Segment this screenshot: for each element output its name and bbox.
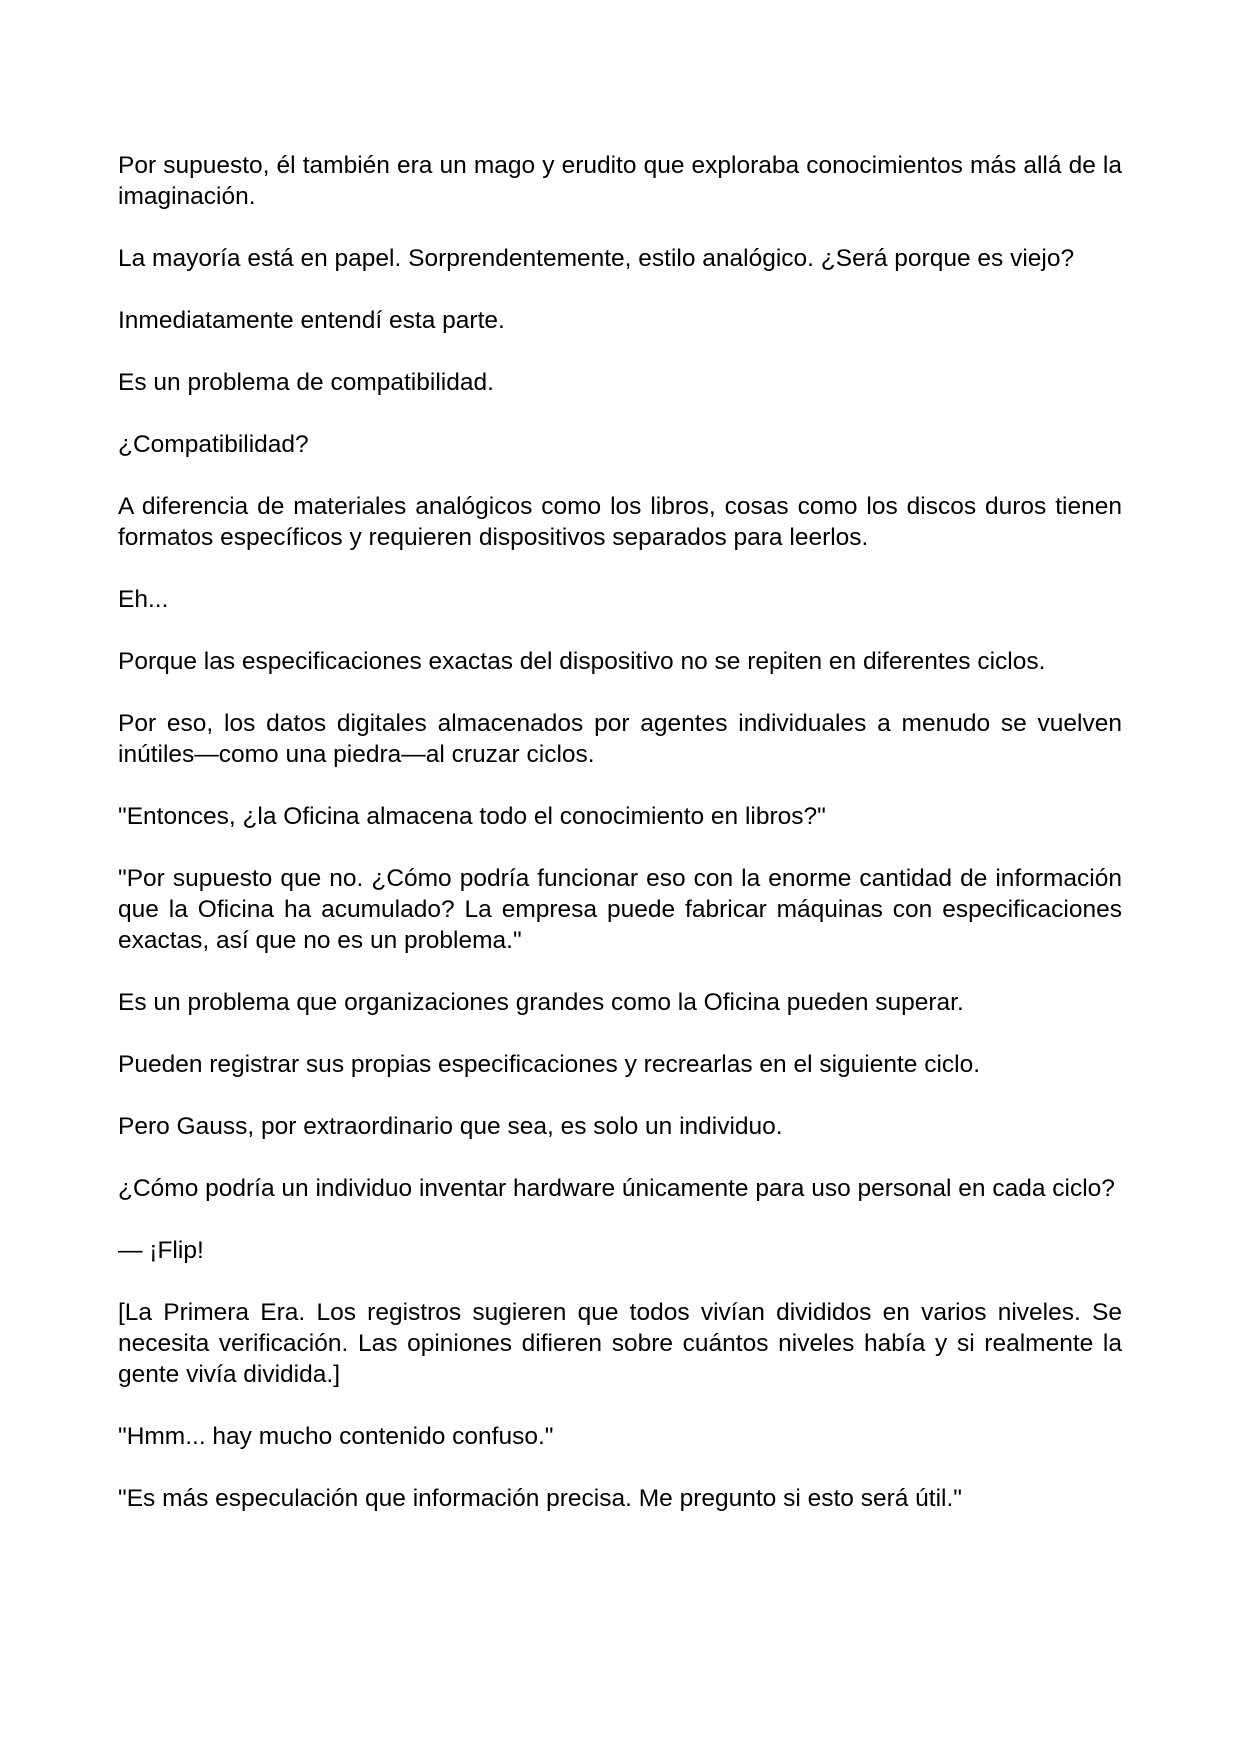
paragraph: Es un problema que organizaciones grandes como la Oficina pueden superar.	[118, 989, 964, 1016]
paragraph: Por supuesto, él también era un mago y erudito que exploraba conocimientos más allá de la imaginación.	[118, 152, 1122, 210]
paragraph: "Es más especulación que información precisa. Me pregunto si esto será útil."	[118, 1485, 963, 1512]
paragraph: Pueden registrar sus propias especificaciones y recrearlas en el siguiente ciclo.	[118, 1051, 981, 1078]
paragraph: Es un problema de compatibilidad.	[118, 369, 494, 396]
paragraph: Inmediatamente entendí esta parte.	[118, 307, 505, 334]
paragraph: ¿Compatibilidad?	[118, 431, 309, 458]
paragraph: "Hmm... hay mucho contenido confuso."	[118, 1423, 554, 1450]
paragraph: [La Primera Era. Los registros sugieren que todos vivían divididos en varios niveles. Se necesita verificación. Las opiniones difieren sobre cuántos niveles había y si realmente la gente vivía dividida.]	[118, 1299, 1122, 1388]
paragraph: "Por supuesto que no. ¿Cómo podría funcionar eso con la enorme cantidad de información que la Oficina ha acumulado? La empresa puede fabricar máquinas con especificaciones exactas, así que no es un problema."	[118, 865, 1122, 954]
paragraph: Pero Gauss, por extraordinario que sea, es solo un individuo.	[118, 1113, 783, 1140]
paragraph: — ¡Flip!	[118, 1237, 204, 1264]
paragraph: Por eso, los datos digitales almacenados por agentes individuales a menudo se vuelven inútiles—como una piedra—al cruzar ciclos.	[118, 710, 1122, 768]
paragraph: "Entonces, ¿la Oficina almacena todo el conocimiento en libros?"	[118, 803, 826, 830]
paragraph: Eh...	[118, 586, 169, 613]
paragraph: A diferencia de materiales analógicos como los libros, cosas como los discos duros tienen formatos específicos y requieren dispositivos separados para leerlos.	[118, 493, 1122, 551]
paragraph: La mayoría está en papel. Sorprendentemente, estilo analógico. ¿Será porque es viejo?	[118, 245, 1075, 272]
paragraph: Porque las especificaciones exactas del dispositivo no se repiten en diferentes ciclos.	[118, 648, 1046, 675]
document-page	[118, 150, 1122, 1514]
paragraph: ¿Cómo podría un individuo inventar hardware únicamente para uso personal en cada ciclo?	[118, 1175, 1115, 1202]
